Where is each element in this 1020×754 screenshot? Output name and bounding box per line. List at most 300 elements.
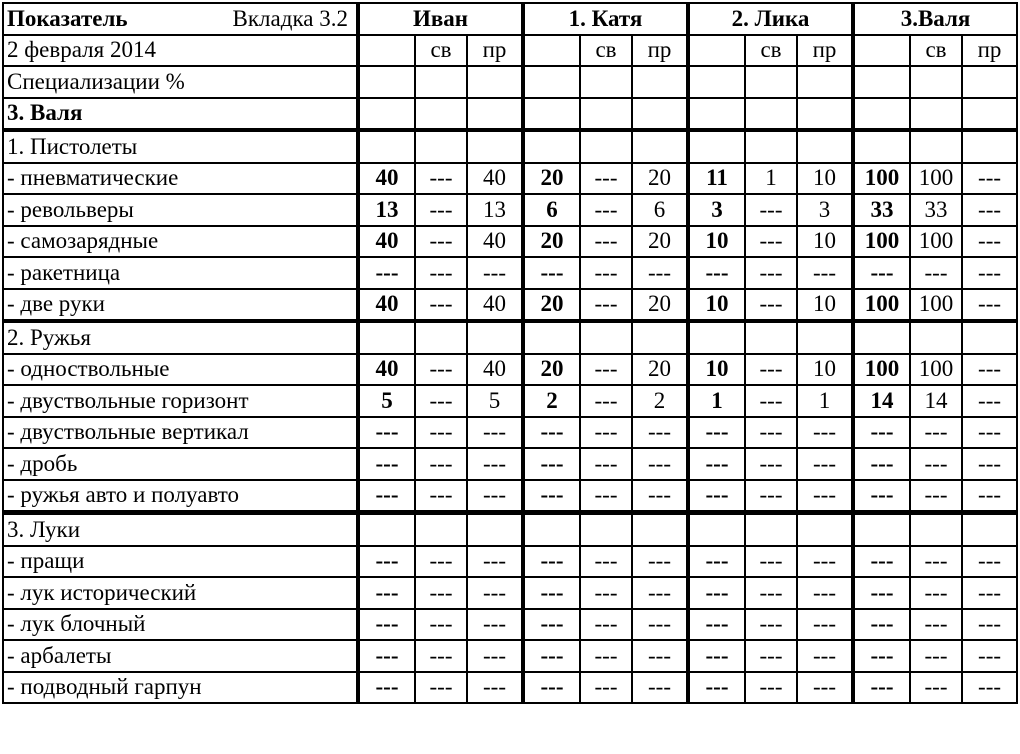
pr-cell xyxy=(962,321,1017,354)
sv-cell: --- xyxy=(745,257,797,289)
total-cell xyxy=(853,321,910,354)
pr-cell: --- xyxy=(797,480,853,513)
sv-cell: 14 xyxy=(910,385,962,417)
pr-cell xyxy=(632,321,688,354)
total-cell xyxy=(688,513,745,546)
total-cell xyxy=(358,321,415,354)
sv-cell xyxy=(745,66,797,98)
row-label: - дробь xyxy=(3,448,358,480)
total-cell xyxy=(523,321,580,354)
sv-cell xyxy=(580,66,632,98)
total-cell: 20 xyxy=(523,163,580,195)
sub-header-pr: пр xyxy=(467,35,523,67)
sv-cell: --- xyxy=(415,448,467,480)
pr-cell: 40 xyxy=(467,354,523,386)
total-cell: --- xyxy=(523,609,580,641)
pr-cell: --- xyxy=(632,480,688,513)
total-cell: --- xyxy=(523,640,580,672)
pr-cell: 20 xyxy=(632,289,688,322)
sv-cell: --- xyxy=(580,609,632,641)
row-label: - ракетница xyxy=(3,257,358,289)
total-cell: --- xyxy=(688,640,745,672)
sv-cell: --- xyxy=(415,354,467,386)
pr-cell: --- xyxy=(467,257,523,289)
total-cell: --- xyxy=(358,546,415,578)
pr-cell xyxy=(962,513,1017,546)
sub-header-empty xyxy=(853,35,910,67)
sv-cell xyxy=(745,98,797,131)
sub-header-empty xyxy=(358,35,415,67)
total-cell: --- xyxy=(688,672,745,704)
table-row xyxy=(3,513,1017,546)
pr-cell xyxy=(632,98,688,131)
pr-cell: 5 xyxy=(467,385,523,417)
pr-cell: --- xyxy=(632,672,688,704)
row-label: 3. Валя xyxy=(3,98,358,131)
total-cell: --- xyxy=(523,257,580,289)
total-cell xyxy=(688,98,745,131)
sv-cell: --- xyxy=(580,577,632,609)
total-cell xyxy=(358,130,415,163)
pr-cell xyxy=(797,98,853,131)
pr-cell xyxy=(467,130,523,163)
table-row xyxy=(3,640,1017,672)
total-cell: --- xyxy=(523,577,580,609)
total-cell xyxy=(358,98,415,131)
pr-cell: 3 xyxy=(797,194,853,226)
sv-cell: --- xyxy=(415,417,467,449)
total-cell: --- xyxy=(853,417,910,449)
header-row-sub xyxy=(3,35,1017,67)
pr-cell: 20 xyxy=(632,354,688,386)
total-cell: --- xyxy=(523,448,580,480)
sv-cell: --- xyxy=(910,609,962,641)
pr-cell: --- xyxy=(962,640,1017,672)
table-row xyxy=(3,321,1017,354)
pr-cell: 10 xyxy=(797,226,853,258)
sv-cell: --- xyxy=(745,640,797,672)
total-cell xyxy=(523,66,580,98)
row-label: - одноствольные xyxy=(3,354,358,386)
table-row xyxy=(3,417,1017,449)
header-row-groups xyxy=(3,3,1017,35)
pr-cell: --- xyxy=(797,257,853,289)
row-label: Специализации % xyxy=(3,66,358,98)
row-label: - пневматические xyxy=(3,163,358,195)
row-label: 1. Пистолеты xyxy=(3,130,358,163)
total-cell: 100 xyxy=(853,354,910,386)
pr-cell: --- xyxy=(797,448,853,480)
sv-cell: --- xyxy=(580,640,632,672)
pr-cell: --- xyxy=(962,417,1017,449)
total-cell: --- xyxy=(688,480,745,513)
sub-header-empty xyxy=(688,35,745,67)
sv-cell: --- xyxy=(580,417,632,449)
pr-cell: --- xyxy=(632,640,688,672)
pr-cell: --- xyxy=(632,417,688,449)
table-row xyxy=(3,577,1017,609)
sub-header-sv: св xyxy=(910,35,962,67)
pr-cell: --- xyxy=(797,640,853,672)
sv-cell: --- xyxy=(580,163,632,195)
sv-cell: 100 xyxy=(910,354,962,386)
row-label: - две руки xyxy=(3,289,358,322)
sv-cell xyxy=(415,98,467,131)
pr-cell xyxy=(797,321,853,354)
pr-cell: 6 xyxy=(632,194,688,226)
pr-cell: 20 xyxy=(632,163,688,195)
sv-cell: --- xyxy=(580,226,632,258)
table-row xyxy=(3,385,1017,417)
sv-cell: 100 xyxy=(910,289,962,322)
sv-cell: --- xyxy=(415,226,467,258)
pr-cell: --- xyxy=(962,226,1017,258)
total-cell xyxy=(688,130,745,163)
sub-header-sv: св xyxy=(415,35,467,67)
pr-cell: 10 xyxy=(797,354,853,386)
pr-cell xyxy=(632,513,688,546)
total-cell: --- xyxy=(688,546,745,578)
table-row xyxy=(3,194,1017,226)
total-cell: 10 xyxy=(688,354,745,386)
sv-cell xyxy=(580,130,632,163)
sv-cell xyxy=(910,321,962,354)
sv-cell: --- xyxy=(580,448,632,480)
total-cell xyxy=(358,513,415,546)
total-cell: --- xyxy=(853,257,910,289)
pr-cell: --- xyxy=(962,385,1017,417)
total-cell: --- xyxy=(688,257,745,289)
pr-cell xyxy=(467,98,523,131)
row-label: - пращи xyxy=(3,546,358,578)
sv-cell: --- xyxy=(580,289,632,322)
total-cell xyxy=(853,66,910,98)
sv-cell xyxy=(415,321,467,354)
group-header-ivan: Иван xyxy=(358,3,523,35)
table-row xyxy=(3,546,1017,578)
total-cell xyxy=(853,130,910,163)
sv-cell: --- xyxy=(580,672,632,704)
total-cell: 1 xyxy=(688,385,745,417)
total-cell: --- xyxy=(358,257,415,289)
pr-cell xyxy=(962,130,1017,163)
pr-cell: 40 xyxy=(467,289,523,322)
sv-cell: --- xyxy=(745,609,797,641)
pr-cell: --- xyxy=(962,354,1017,386)
sv-cell: --- xyxy=(415,640,467,672)
sv-cell: --- xyxy=(910,257,962,289)
pr-cell: --- xyxy=(632,546,688,578)
total-cell: 40 xyxy=(358,354,415,386)
total-cell: --- xyxy=(853,609,910,641)
group-header-valya: 3.Валя xyxy=(853,3,1017,35)
pr-cell: --- xyxy=(962,448,1017,480)
group-header-lika: 2. Лика xyxy=(688,3,853,35)
total-cell xyxy=(688,321,745,354)
sv-cell: --- xyxy=(415,577,467,609)
sv-cell: --- xyxy=(415,163,467,195)
pr-cell: --- xyxy=(632,257,688,289)
total-cell: --- xyxy=(523,417,580,449)
sv-cell xyxy=(580,321,632,354)
header-title-cell xyxy=(3,3,358,35)
sv-cell: --- xyxy=(745,417,797,449)
sv-cell: --- xyxy=(745,194,797,226)
sv-cell xyxy=(910,513,962,546)
pr-cell: --- xyxy=(632,577,688,609)
pr-cell: --- xyxy=(962,546,1017,578)
sv-cell xyxy=(745,321,797,354)
sv-cell: --- xyxy=(745,577,797,609)
pr-cell xyxy=(962,66,1017,98)
sub-header-sv: св xyxy=(745,35,797,67)
sv-cell: --- xyxy=(745,354,797,386)
pr-cell: --- xyxy=(467,448,523,480)
table-row xyxy=(3,354,1017,386)
pr-cell: 40 xyxy=(467,163,523,195)
sv-cell: --- xyxy=(415,289,467,322)
sub-header-pr: пр xyxy=(632,35,688,67)
total-cell xyxy=(688,66,745,98)
sv-cell: --- xyxy=(910,672,962,704)
sv-cell: --- xyxy=(745,448,797,480)
sv-cell: --- xyxy=(415,672,467,704)
total-cell: 2 xyxy=(523,385,580,417)
sv-cell xyxy=(745,130,797,163)
pr-cell xyxy=(467,321,523,354)
table-body xyxy=(3,66,1017,703)
table-row xyxy=(3,66,1017,98)
pr-cell: --- xyxy=(797,417,853,449)
row-label: - револьверы xyxy=(3,194,358,226)
table-row xyxy=(3,163,1017,195)
total-cell: 13 xyxy=(358,194,415,226)
total-cell xyxy=(853,513,910,546)
table-row xyxy=(3,98,1017,131)
total-cell: --- xyxy=(358,417,415,449)
sv-cell: 100 xyxy=(910,226,962,258)
sv-cell xyxy=(415,513,467,546)
sv-cell: --- xyxy=(580,354,632,386)
pr-cell xyxy=(797,66,853,98)
total-cell: 40 xyxy=(358,226,415,258)
total-cell: 10 xyxy=(688,289,745,322)
table-row xyxy=(3,672,1017,704)
table-row xyxy=(3,448,1017,480)
sv-cell: --- xyxy=(580,385,632,417)
total-cell: --- xyxy=(358,448,415,480)
sv-cell: --- xyxy=(415,546,467,578)
table-row xyxy=(3,289,1017,322)
pr-cell: --- xyxy=(962,194,1017,226)
sv-cell: --- xyxy=(415,385,467,417)
total-cell: --- xyxy=(688,448,745,480)
sv-cell: --- xyxy=(745,385,797,417)
total-cell xyxy=(523,98,580,131)
total-cell: 100 xyxy=(853,289,910,322)
pr-cell: --- xyxy=(962,672,1017,704)
total-cell: --- xyxy=(853,480,910,513)
sv-cell: --- xyxy=(580,480,632,513)
pr-cell: --- xyxy=(632,609,688,641)
pr-cell: 13 xyxy=(467,194,523,226)
pr-cell: --- xyxy=(962,609,1017,641)
sv-cell: --- xyxy=(910,480,962,513)
row-label: 3. Луки xyxy=(3,513,358,546)
sub-header-pr: пр xyxy=(962,35,1017,67)
pr-cell: --- xyxy=(962,577,1017,609)
pr-cell: --- xyxy=(467,480,523,513)
total-cell xyxy=(523,130,580,163)
pr-cell: --- xyxy=(797,577,853,609)
specializations-table xyxy=(2,2,1018,704)
pr-cell xyxy=(632,66,688,98)
total-cell: 100 xyxy=(853,163,910,195)
pr-cell: --- xyxy=(962,163,1017,195)
total-cell xyxy=(523,513,580,546)
sv-cell: 1 xyxy=(745,163,797,195)
pr-cell: 20 xyxy=(632,226,688,258)
sv-cell: --- xyxy=(745,672,797,704)
sv-cell: --- xyxy=(580,194,632,226)
pr-cell: --- xyxy=(962,257,1017,289)
pr-cell xyxy=(797,130,853,163)
pr-cell: --- xyxy=(962,480,1017,513)
table-row xyxy=(3,609,1017,641)
total-cell: 40 xyxy=(358,163,415,195)
sv-cell: --- xyxy=(745,289,797,322)
sv-cell: --- xyxy=(910,448,962,480)
row-label: - лук блочный xyxy=(3,609,358,641)
pr-cell: --- xyxy=(632,448,688,480)
total-cell: 3 xyxy=(688,194,745,226)
table-title: Показатель xyxy=(7,5,128,31)
sv-cell: --- xyxy=(745,226,797,258)
sv-cell: --- xyxy=(580,546,632,578)
pr-cell: --- xyxy=(797,672,853,704)
total-cell: 40 xyxy=(358,289,415,322)
pr-cell: --- xyxy=(797,546,853,578)
row-label: 2. Ружья xyxy=(3,321,358,354)
total-cell: --- xyxy=(358,480,415,513)
total-cell xyxy=(853,98,910,131)
sub-header-empty xyxy=(523,35,580,67)
sub-header-pr: пр xyxy=(797,35,853,67)
total-cell: 33 xyxy=(853,194,910,226)
sv-cell xyxy=(745,513,797,546)
row-label: - самозарядные xyxy=(3,226,358,258)
table-row xyxy=(3,226,1017,258)
total-cell: --- xyxy=(358,672,415,704)
group-header-katya: 1. Катя xyxy=(523,3,688,35)
tab-label: Вкладка 3.2 xyxy=(232,5,348,31)
pr-cell: --- xyxy=(467,609,523,641)
total-cell: --- xyxy=(688,417,745,449)
sv-cell xyxy=(910,98,962,131)
pr-cell: --- xyxy=(797,609,853,641)
sv-cell: 100 xyxy=(910,163,962,195)
total-cell: 20 xyxy=(523,226,580,258)
total-cell: --- xyxy=(688,577,745,609)
sv-cell xyxy=(910,66,962,98)
table-row xyxy=(3,130,1017,163)
total-cell: --- xyxy=(853,672,910,704)
pr-cell xyxy=(467,66,523,98)
pr-cell: 10 xyxy=(797,163,853,195)
total-cell: 10 xyxy=(688,226,745,258)
total-cell: --- xyxy=(853,546,910,578)
table-row xyxy=(3,257,1017,289)
sv-cell xyxy=(580,513,632,546)
total-cell: --- xyxy=(358,609,415,641)
report-date: 2 февраля 2014 xyxy=(3,35,358,67)
sv-cell xyxy=(910,130,962,163)
total-cell: 20 xyxy=(523,289,580,322)
sv-cell: --- xyxy=(415,609,467,641)
pr-cell xyxy=(632,130,688,163)
row-label: - двуствольные вертикал xyxy=(3,417,358,449)
sv-cell xyxy=(415,130,467,163)
pr-cell: 10 xyxy=(797,289,853,322)
sv-cell: --- xyxy=(415,480,467,513)
pr-cell: --- xyxy=(467,672,523,704)
pr-cell xyxy=(962,98,1017,131)
total-cell: --- xyxy=(523,546,580,578)
sv-cell: 33 xyxy=(910,194,962,226)
total-cell: --- xyxy=(523,480,580,513)
pr-cell: 40 xyxy=(467,226,523,258)
pr-cell: 1 xyxy=(797,385,853,417)
pr-cell: --- xyxy=(467,640,523,672)
row-label: - двуствольные горизонт xyxy=(3,385,358,417)
total-cell: --- xyxy=(853,640,910,672)
row-label: - арбалеты xyxy=(3,640,358,672)
sv-cell: --- xyxy=(415,194,467,226)
sv-cell: --- xyxy=(745,546,797,578)
sv-cell: --- xyxy=(415,257,467,289)
row-label: - подводный гарпун xyxy=(3,672,358,704)
sv-cell: --- xyxy=(910,577,962,609)
sub-header-sv: св xyxy=(580,35,632,67)
total-cell xyxy=(358,66,415,98)
total-cell: 5 xyxy=(358,385,415,417)
sv-cell xyxy=(580,98,632,131)
sv-cell: --- xyxy=(910,546,962,578)
sv-cell: --- xyxy=(910,417,962,449)
pr-cell xyxy=(797,513,853,546)
pr-cell: 2 xyxy=(632,385,688,417)
row-label: - лук исторический xyxy=(3,577,358,609)
total-cell: --- xyxy=(358,577,415,609)
row-label: - ружья авто и полуавто xyxy=(3,480,358,513)
sv-cell: --- xyxy=(580,257,632,289)
pr-cell xyxy=(467,513,523,546)
sv-cell: --- xyxy=(910,640,962,672)
total-cell: 6 xyxy=(523,194,580,226)
pr-cell: --- xyxy=(467,546,523,578)
total-cell: 14 xyxy=(853,385,910,417)
total-cell: --- xyxy=(853,448,910,480)
total-cell: --- xyxy=(523,672,580,704)
pr-cell: --- xyxy=(962,289,1017,322)
total-cell: --- xyxy=(688,609,745,641)
sv-cell xyxy=(415,66,467,98)
table-row xyxy=(3,480,1017,513)
total-cell: 20 xyxy=(523,354,580,386)
pr-cell: --- xyxy=(467,417,523,449)
total-cell: --- xyxy=(853,577,910,609)
pr-cell: --- xyxy=(467,577,523,609)
